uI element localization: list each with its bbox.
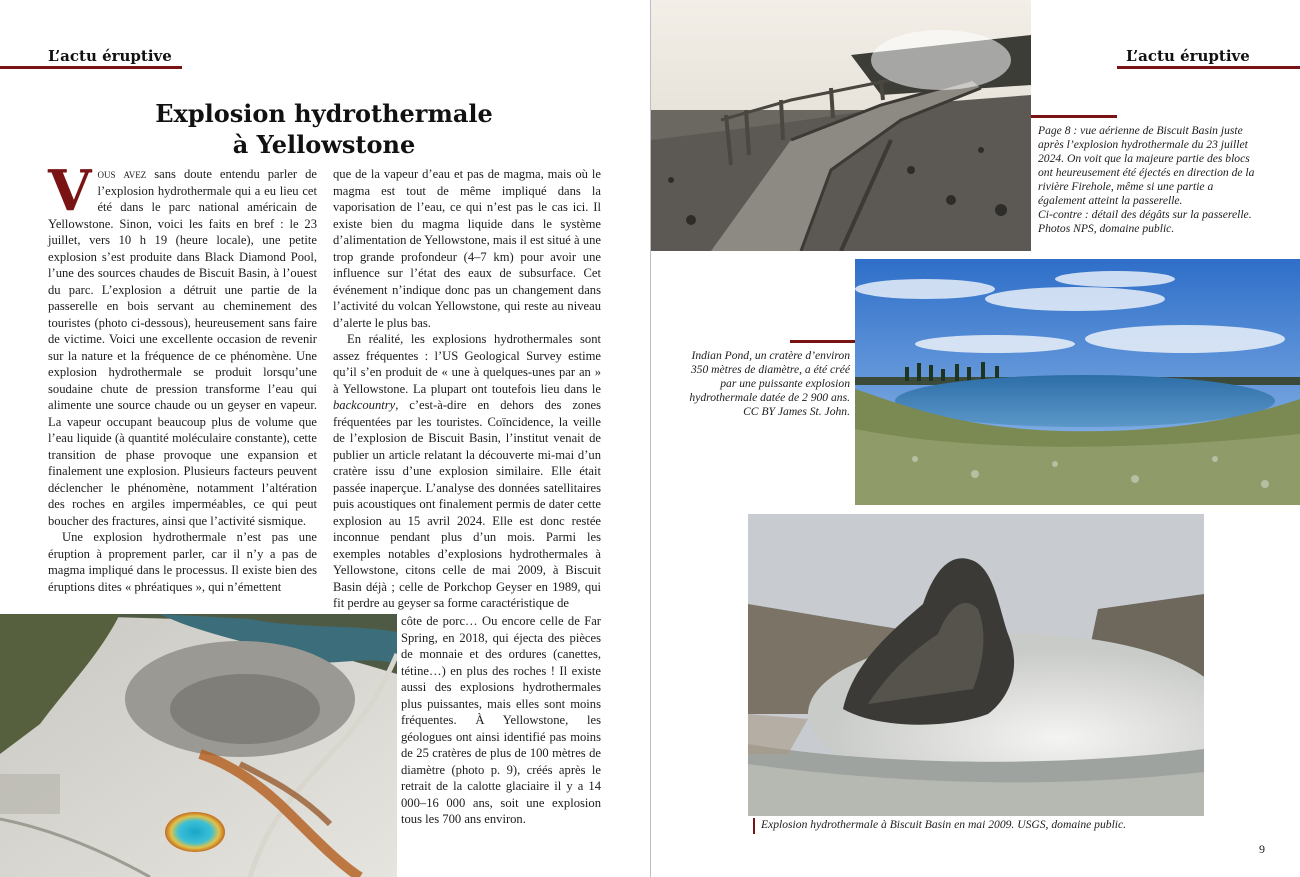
caption-aerial-boardwalk: [1038, 124, 1258, 236]
section-rule-left: [0, 66, 182, 69]
eruption-photo-image: [748, 514, 1204, 816]
caption-rule-aerial: [1031, 115, 1117, 118]
article-paragraph: Une explosion hydrothermale n’est pas une éruption à proprement parler, car il n’y a pas de magma impliqué dans le processus. Il existe bien des éruptions dites « phréatiques », qui n’émettent: [48, 530, 317, 594]
article-column-2-continued: [401, 613, 601, 828]
article-column-2: [333, 166, 601, 612]
caption-eruption-2009: Explosion hydrothermale à Biscuit Basin en mai 2009. USGS, domaine public.: [761, 818, 1127, 831]
article-column-1: [48, 158, 317, 611]
aerial-photo-image: [0, 614, 397, 877]
text-emphasis: backcountry: [333, 398, 396, 412]
article-title: [118, 98, 530, 160]
article-paragraph: [48, 158, 317, 529]
text-run: En réalité, les explosions hydrothermales sont assez fréquentes : l’US Geological Survey estime qu’il s’en produit de « une à quelques-unes par an » à Yellowstone. La plupart ont toutefois lieu dans le: [333, 332, 601, 396]
caption-boardwalk: Ci-contre : détail des dégâts sur la passerelle. Photos NPS, domaine public.: [1038, 208, 1252, 235]
article-title-line2: à Yellowstone: [232, 130, 416, 159]
caption-aerial: Page 8 : vue aérienne de Biscuit Basin juste après l’explosion hydrothermale du 23 juillet 2024. On voit que la majeure partie des blocs ont heureusement été éjectés en direction de la rivière Firehole, même si une partie a également atteint la passerelle.: [1038, 124, 1255, 207]
lead-smallcaps: ous avez: [97, 167, 147, 181]
boardwalk-photo-image: [651, 0, 1031, 251]
article-paragraph: côte de porc… Ou encore celle de Far Spring, en 2018, qui éjecta des pièces de monnaie et des ordures (canettes, tétine…) en plus des roches ! Il existe aussi des explosions hydrothermales plus puissantes, mais elles sont moins fréquentes. À Yellowstone, les géologues ont ainsi identifié pas moins de 25 cratères de plus de 100 mètres de diamètre (photo p. 9), créés après le retrait de la calotte glaciaire il y a 14 000–16 000 ans, soit une explosion tous les 700 ans environ.: [401, 614, 601, 826]
article-paragraph: [333, 331, 601, 612]
aerial-photo-biscuit-basin: [0, 614, 397, 877]
eruption-2009-photo: [748, 514, 1204, 816]
section-tag-left: L’actu éruptive: [48, 47, 172, 65]
caption-rule-indian-pond: [790, 340, 855, 343]
boardwalk-damage-photo: [651, 0, 1031, 251]
indian-pond-photo: [855, 259, 1300, 505]
page-number: 9: [1259, 842, 1265, 856]
article-title-line1: Explosion hydrothermale: [155, 99, 493, 128]
article-paragraph: que de la vapeur d’eau et pas de magma, mais où le magma est tout de même impliqué dans la vaporisation de l’eau, ce qui n’est pas le cas ici. Il existe bien du magma liquide dans le système d’alimentation de Yellowstone, mais il est situé à une trop grande profondeur (4–7 km) pour avoir une influence sur l’état des eaux de subsurface. Cet événement n’indique donc pas un changement dans l’activité du volcan Yellowstone, qui reste au niveau d’alerte le plus bas.: [333, 167, 601, 330]
section-rule-right: [1117, 66, 1300, 69]
caption-rule-eruption: [753, 818, 755, 834]
caption-indian-pond: Indian Pond, un cratère d’environ 350 mètres de diamètre, a été créé par une puissante explosion hydrothermale datée de 2 900 ans. CC BY James St. John.: [689, 349, 850, 418]
dropcap: V: [48, 158, 92, 224]
section-tag-right: L’actu éruptive: [1126, 47, 1250, 65]
lead-text: sans doute entendu parler de l’explosion hydrothermale qui a eu lieu cet été dans le parc national américain de Yellowstone. Sinon, voici les faits en bref : le 23 juillet, vers 10 h 19 (heure locale), une petite explosion s’est produite dans Black Diamond Pool, l’une des sources chaudes de Biscuit Basin, à l’ouest du parc. L’explosion a détruit une partie de la passerelle en bois servant au cheminement des touristes (photo ci-dessous), heureusement sans faire de victime. Voici une excellente occasion de revenir sur la nature et la fréquence de ce phénomène. Une explosion hydrothermale se produit lorsqu’une soudaine chute de pression transforme l’eau qui alimente une source chaude ou un geyser en vapeur. La vapeur occupant beaucoup plus de volume que l’eau liquide (à quantité moléculaire constante), cette transition de phase provoque une expansion et finalement une explosion. Plusieurs facteurs peuvent déclencher le phénomène, notamment l’altération des roches en argiles imperméables, ce qui peut boucher des fractures, ainsi que l’activité sismique.: [48, 167, 317, 528]
indian-pond-photo-image: [855, 259, 1300, 505]
text-run: , c’est-à-dire en dehors des zones fréquentées par les touristes. Coïncidence, la veille de l’explosion de Biscuit Basin, l’institut venait de publier un article relatant la découverte mi-mai d’un cratère issu d’une explosion similaire. Elle était passée inaperçue. L’analyse des données satellitaires puis acoustiques ont finalement permis de dater cette explosion au 15 avril 2024. Elle est donc restée inconnue pendant plus d’un mois. Parmi les exemples notables d’explosions hydrothermales à Yellowstone, citons celle de mai 2009, à Biscuit Basin déjà ; celle de Porkchop Geyser en 1989, qui fit perdre au geyser sa forme caractéristique de: [333, 398, 601, 610]
